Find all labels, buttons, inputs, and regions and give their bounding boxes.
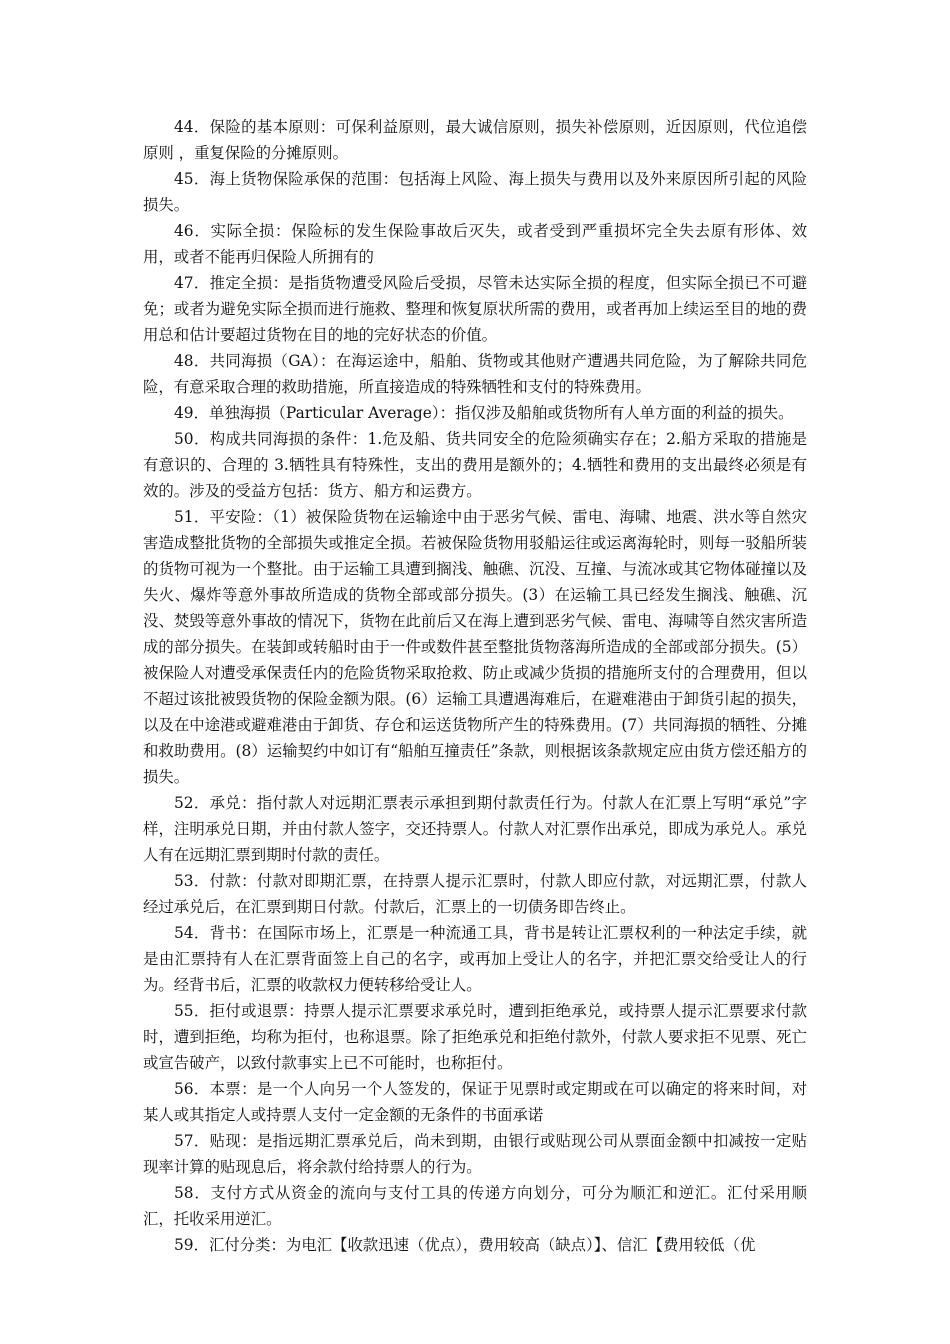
paragraph-44: 44．保险的基本原则：可保利益原则，最大诚信原则，损失补偿原则，近因原则，代位追偿原则 ，重复保险的分摊原则。 — [143, 118, 807, 162]
paragraph-55: 55．拒付或退票：持票人提示汇票要求承兑时，遭到拒绝承兑，或持票人提示汇票要求付款时，遭到拒绝，均称为拒付，也称退票。除了拒绝承兑和拒绝付款外，付款人要求拒不见票、死亡或宣告破产，以致付款事实上已不可能时，也称拒付。 — [143, 1002, 807, 1072]
paragraph-49: 49．单独海损（Particular Average）：指仅涉及船舶或货物所有人单方面的利益的损失。 — [174, 404, 794, 422]
paragraph-47: 47．推定全损：是指货物遭受风险后受损，尽管未达实际全损的程度，但实际全损已不可避免；或者为避免实际全损而进行施救、整理和恢复原状所需的费用，或者再加上续运至目的地的费用总和估计要超过货物在目的地的完好状态的价值。 — [143, 274, 807, 344]
paragraph-56: 56．本票：是一个人向另一个人签发的，保证于见票时或定期或在可以确定的将来时间，对某人或其指定人或持票人支付一定金额的无条件的书面承诺 — [143, 1080, 807, 1124]
paragraph-53: 53．付款：付款对即期汇票，在持票人提示汇票时，付款人即应付款，对远期汇票，付款人经过承兑后，在汇票到期日付款。付款后，汇票上的一切债务即告终止。 — [143, 872, 807, 916]
paragraph-52: 52．承兑：指付款人对远期汇票表示承担到期付款责任行为。付款人在汇票上写明“承兑”字样，注明承兑日期，并由付款人签字，交还持票人。付款人对汇票作出承兑，即成为承兑人。承兑人有在远期汇票到期时付款的责任。 — [143, 794, 807, 864]
paragraph-54: 54．背书：在国际市场上，汇票是一种流通工具，背书是转让汇票权利的一种法定手续，就是由汇票持有人在汇票背面签上自己的名字，或再加上受让人的名字，并把汇票交给受让人的行为。经背书后，汇票的收款权力便转移给受让人。 — [143, 924, 807, 994]
paragraph-46: 46．实际全损：保险标的发生保险事故后灭失，或者受到严重损坏完全失去原有形体、效用，或者不能再归保险人所拥有的 — [143, 222, 807, 266]
document-page — [143, 114, 807, 1258]
paragraph-50: 50．构成共同海损的条件：1.危及船、货共同安全的危险须确实存在；2.船方采取的措施是有意识的、合理的 3.牺牲具有特殊性，支出的费用是额外的；4.牺牲和费用的支出最终必须是有效的。涉及的受益方包括：货方、船方和运费方。 — [143, 430, 807, 500]
paragraph-48: 48．共同海损（GA）：在海运途中，船舶、货物或其他财产遭遇共同危险，为了解除共同危险，有意采取合理的救助措施，所直接造成的特殊牺牲和支付的特殊费用。 — [143, 352, 807, 396]
paragraph-58: 58．支付方式从资金的流向与支付工具的传递方向划分，可分为顺汇和逆汇。汇付采用顺汇，托收采用逆汇。 — [143, 1184, 807, 1228]
paragraph-45: 45．海上货物保险承保的范围：包括海上风险、海上损失与费用以及外来原因所引起的风险损失。 — [143, 170, 807, 214]
paragraph-59: 59．汇付分类：为电汇【收款迅速（优点），费用较高（缺点）】、信汇【费用较低（优 — [174, 1236, 756, 1254]
paragraph-57: 57．贴现：是指远期汇票承兑后，尚未到期，由银行或贴现公司从票面金额中扣减按一定贴现率计算的贴现息后，将余款付给持票人的行为。 — [143, 1132, 807, 1176]
paragraph-51: 51．平安险：（1）被保险货物在运输途中由于恶劣气候、雷电、海啸、地震、洪水等自然灾害造成整批货物的全部损失或推定全损。若被保险货物用驳船运往或运离海轮时，则每一驳船所装的货物可视为一个整批。由于运输工具遭到搁浅、触礁、沉没、互撞、与流冰或其它物体碰撞以及失火、爆炸等意外事故所造成的货物全部或部分损失。(3）在运输工具已经发生搁浅、触礁、沉没、焚毁等意外事故的情况下，货物在此前后又在海上遭到恶劣气候、雷电、海啸等自然灾害所造成的部分损失。在装卸或转船时由于一件或数件甚至整批货物落海所造成的全部或部分损失。(5）被保险人对遭受承保责任内的危险货物采取抢救、防止或减少货损的措施所支付的合理费用，但以不超过该批被毁货物的保险金额为限。(6）运输工具遭遇海难后，在避难港由于卸货引起的损失，以及在中途港或避难港由于卸货、存仓和运送货物所产生的特殊费用。(7）共同海损的牺牲、分摊和救助费用。(8）运输契约中如订有“船舶互撞责任”条款，则根据该条款规定应由货方偿还船方的损失。 — [143, 508, 807, 786]
